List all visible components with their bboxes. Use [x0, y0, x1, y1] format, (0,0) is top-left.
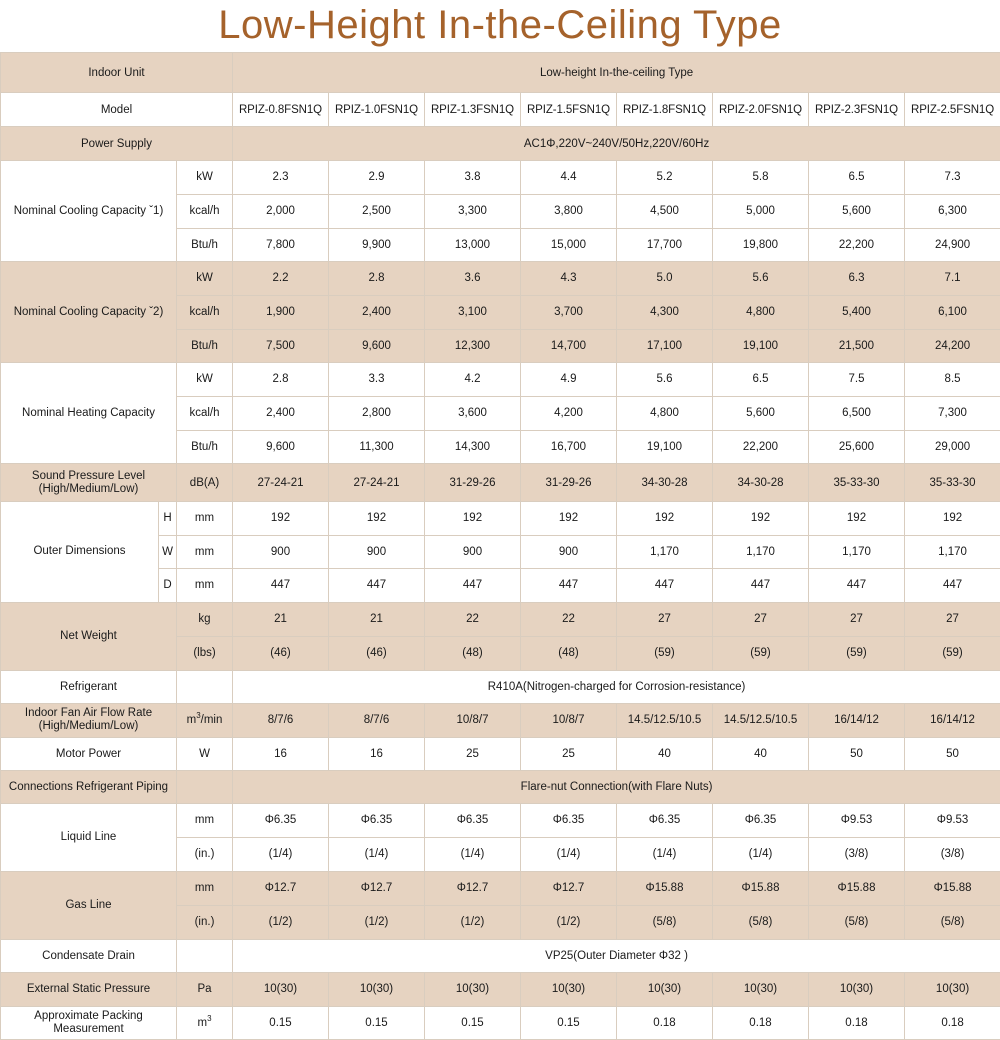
- unit-cell: kcal/h: [177, 194, 233, 228]
- value-cell: 2.3: [233, 161, 329, 195]
- unit-cell: [177, 939, 233, 972]
- value-cell: (59): [905, 636, 1000, 670]
- value-cell: 3.3: [329, 363, 425, 397]
- value-cell: 192: [233, 502, 329, 536]
- value-cell: (1/4): [233, 837, 329, 871]
- value-cell: (1/2): [425, 905, 521, 939]
- model-name: RPIZ-1.3FSN1Q: [425, 93, 521, 127]
- unit-cell: [177, 770, 233, 803]
- value-cell: 10(30): [233, 972, 329, 1006]
- table-row: [1, 1006, 1000, 1039]
- value-cell: 40: [617, 737, 713, 770]
- value-cell: 4,800: [713, 295, 809, 329]
- air-flow-label-line2: (High/Medium/Low): [3, 720, 174, 733]
- value-cell: 4,300: [617, 295, 713, 329]
- unit-cell: kW: [177, 363, 233, 397]
- value-cell: 900: [329, 535, 425, 569]
- value-cell: 2,400: [329, 295, 425, 329]
- value-cell: 4.9: [521, 363, 617, 397]
- value-cell: 50: [809, 737, 905, 770]
- value-cell: Φ6.35: [329, 803, 425, 837]
- value-cell: 14.5/12.5/10.5: [617, 703, 713, 737]
- value-cell: 7.1: [905, 262, 1000, 296]
- value-cell: 25: [425, 737, 521, 770]
- table-row: [1, 803, 1000, 837]
- value-cell: 192: [521, 502, 617, 536]
- unit-tail: /min: [201, 714, 223, 726]
- air-flow-label-line1: Indoor Fan Air Flow Rate: [3, 707, 174, 720]
- value-cell: 7.5: [809, 363, 905, 397]
- value-cell: 6.3: [809, 262, 905, 296]
- value-cell: 0.15: [521, 1006, 617, 1039]
- value-cell: 14.5/12.5/10.5: [713, 703, 809, 737]
- unit-cell: Btu/h: [177, 329, 233, 363]
- value-cell: 16/14/12: [905, 703, 1000, 737]
- value-cell: (1/2): [521, 905, 617, 939]
- table-row: [1, 502, 1000, 536]
- value-cell: 8/7/6: [329, 703, 425, 737]
- value-cell: 35-33-30: [905, 464, 1000, 502]
- value-cell: 447: [521, 569, 617, 603]
- value-cell: 447: [713, 569, 809, 603]
- value-cell: 900: [425, 535, 521, 569]
- value-cell: 25: [521, 737, 617, 770]
- value-cell: (59): [713, 636, 809, 670]
- value-cell: 10(30): [905, 972, 1000, 1006]
- value-cell: 40: [713, 737, 809, 770]
- value-cell: 50: [905, 737, 1000, 770]
- value-cell: 24,900: [905, 228, 1000, 262]
- value-cell: 2.8: [233, 363, 329, 397]
- value-cell: (3/8): [905, 837, 1000, 871]
- value-cell: 7,800: [233, 228, 329, 262]
- unit-cell: (in.): [177, 837, 233, 871]
- value-cell: 5,000: [713, 194, 809, 228]
- value-cell: 24,200: [905, 329, 1000, 363]
- model-name: RPIZ-2.0FSN1Q: [713, 93, 809, 127]
- table-row: [1, 602, 1000, 636]
- value-cell: (59): [617, 636, 713, 670]
- value-cell: 5.8: [713, 161, 809, 195]
- unit-cell: (lbs): [177, 636, 233, 670]
- value-cell: 0.18: [617, 1006, 713, 1039]
- value-cell: (3/8): [809, 837, 905, 871]
- value-cell: 3,700: [521, 295, 617, 329]
- unit-cell: mm: [177, 535, 233, 569]
- value-cell: (1/4): [617, 837, 713, 871]
- value-cell: 2,800: [329, 396, 425, 430]
- value-cell: 34-30-28: [617, 464, 713, 502]
- value-cell: 7,300: [905, 396, 1000, 430]
- unit-cell: [177, 670, 233, 703]
- value-cell: Φ6.35: [713, 803, 809, 837]
- value-cell: 4,800: [617, 396, 713, 430]
- model-name: RPIZ-2.5FSN1Q: [905, 93, 1000, 127]
- unit-cell: W: [177, 737, 233, 770]
- value-cell: Φ9.53: [809, 803, 905, 837]
- unit-cell: mm: [177, 569, 233, 603]
- value-cell: 22,200: [809, 228, 905, 262]
- value-cell: (46): [233, 636, 329, 670]
- value-cell: 2,000: [233, 194, 329, 228]
- unit-cell: dB(A): [177, 464, 233, 502]
- value-cell: 5,400: [809, 295, 905, 329]
- cooling-capacity-2-label: Nominal Cooling Capacity ˇ2): [1, 262, 177, 363]
- unit-cell: mm: [177, 502, 233, 536]
- value-cell: 0.15: [233, 1006, 329, 1039]
- unit-cell: (in.): [177, 905, 233, 939]
- unit-superscript: 3: [196, 711, 200, 720]
- value-cell: (5/8): [809, 905, 905, 939]
- value-cell: 5.2: [617, 161, 713, 195]
- model-label: Model: [1, 93, 233, 127]
- unit-cell: Pa: [177, 972, 233, 1006]
- unit-cell: kcal/h: [177, 295, 233, 329]
- value-cell: 14,300: [425, 430, 521, 464]
- table-row: [1, 262, 1000, 296]
- spec-table: [0, 52, 1000, 1040]
- table-row: [1, 770, 1000, 803]
- value-cell: 9,600: [233, 430, 329, 464]
- value-cell: 3,800: [521, 194, 617, 228]
- value-cell: (1/4): [425, 837, 521, 871]
- table-row: [1, 93, 1000, 127]
- value-cell: Φ15.88: [809, 871, 905, 905]
- value-cell: 6,300: [905, 194, 1000, 228]
- dimension-axis: W: [159, 535, 177, 569]
- value-cell: 8.5: [905, 363, 1000, 397]
- unit-cell: mm: [177, 803, 233, 837]
- value-cell: 6.5: [809, 161, 905, 195]
- unit-cell: kW: [177, 262, 233, 296]
- value-cell: 5.0: [617, 262, 713, 296]
- value-cell: (48): [425, 636, 521, 670]
- packing-label-line1: Approximate Packing: [3, 1010, 174, 1023]
- value-cell: 4.2: [425, 363, 521, 397]
- value-cell: 0.18: [713, 1006, 809, 1039]
- value-cell: 192: [809, 502, 905, 536]
- value-cell: 19,100: [713, 329, 809, 363]
- sound-pressure-label: [1, 464, 177, 502]
- air-flow-label: [1, 703, 177, 737]
- value-cell: 16: [233, 737, 329, 770]
- model-name: RPIZ-1.8FSN1Q: [617, 93, 713, 127]
- unit-base: m: [197, 1017, 207, 1029]
- liquid-line-label: Liquid Line: [1, 803, 177, 871]
- value-cell: (1/2): [329, 905, 425, 939]
- heating-capacity-label: Nominal Heating Capacity: [1, 363, 177, 464]
- piping-label: Connections Refrigerant Piping: [1, 770, 177, 803]
- unit-cell: [177, 1006, 233, 1039]
- value-cell: 19,100: [617, 430, 713, 464]
- value-cell: 3.6: [425, 262, 521, 296]
- value-cell: (1/2): [233, 905, 329, 939]
- value-cell: 17,100: [617, 329, 713, 363]
- value-cell: 5.6: [617, 363, 713, 397]
- value-cell: 5.6: [713, 262, 809, 296]
- gas-line-label: Gas Line: [1, 871, 177, 939]
- value-cell: Φ6.35: [425, 803, 521, 837]
- value-cell: Φ12.7: [521, 871, 617, 905]
- cooling-capacity-1-label: Nominal Cooling Capacity ˇ1): [1, 161, 177, 262]
- unit-cell: Btu/h: [177, 430, 233, 464]
- table-row: [1, 939, 1000, 972]
- net-weight-label: Net Weight: [1, 602, 177, 670]
- value-cell: 7.3: [905, 161, 1000, 195]
- value-cell: 21: [329, 602, 425, 636]
- unit-cell: kg: [177, 602, 233, 636]
- value-cell: 11,300: [329, 430, 425, 464]
- value-cell: 0.15: [425, 1006, 521, 1039]
- value-cell: 10/8/7: [521, 703, 617, 737]
- value-cell: 1,170: [809, 535, 905, 569]
- value-cell: 192: [329, 502, 425, 536]
- value-cell: 15,000: [521, 228, 617, 262]
- indoor-unit-header: Indoor Unit: [1, 53, 233, 93]
- dimension-axis: H: [159, 502, 177, 536]
- value-cell: Φ6.35: [617, 803, 713, 837]
- value-cell: 10(30): [329, 972, 425, 1006]
- value-cell: 16/14/12: [809, 703, 905, 737]
- value-cell: 2,500: [329, 194, 425, 228]
- value-cell: 34-30-28: [713, 464, 809, 502]
- value-cell: 10(30): [521, 972, 617, 1006]
- value-cell: 9,900: [329, 228, 425, 262]
- value-cell: 1,170: [617, 535, 713, 569]
- value-cell: 3.8: [425, 161, 521, 195]
- value-cell: 4.4: [521, 161, 617, 195]
- model-name: RPIZ-1.0FSN1Q: [329, 93, 425, 127]
- unit-cell: mm: [177, 871, 233, 905]
- outer-dimensions-label: Outer Dimensions: [1, 502, 159, 603]
- value-cell: 10(30): [713, 972, 809, 1006]
- unit-cell: kW: [177, 161, 233, 195]
- value-cell: 27: [905, 602, 1000, 636]
- value-cell: Φ15.88: [713, 871, 809, 905]
- value-cell: Φ12.7: [233, 871, 329, 905]
- value-cell: 21: [233, 602, 329, 636]
- value-cell: (1/4): [329, 837, 425, 871]
- value-cell: 4,200: [521, 396, 617, 430]
- table-row: [1, 53, 1000, 93]
- table-row: [1, 363, 1000, 397]
- value-cell: Φ6.35: [521, 803, 617, 837]
- value-cell: 0.15: [329, 1006, 425, 1039]
- value-cell: 5,600: [809, 194, 905, 228]
- value-cell: 27: [617, 602, 713, 636]
- value-cell: Φ12.7: [425, 871, 521, 905]
- value-cell: 10(30): [809, 972, 905, 1006]
- static-pressure-label: External Static Pressure: [1, 972, 177, 1006]
- value-cell: 16,700: [521, 430, 617, 464]
- value-cell: 447: [617, 569, 713, 603]
- condensate-drain-label: Condensate Drain: [1, 939, 177, 972]
- value-cell: 6,500: [809, 396, 905, 430]
- unit-cell: [177, 703, 233, 737]
- value-cell: 7,500: [233, 329, 329, 363]
- value-cell: (48): [521, 636, 617, 670]
- value-cell: Φ6.35: [233, 803, 329, 837]
- value-cell: 35-33-30: [809, 464, 905, 502]
- value-cell: 2.2: [233, 262, 329, 296]
- value-cell: (5/8): [617, 905, 713, 939]
- model-name: RPIZ-2.3FSN1Q: [809, 93, 905, 127]
- value-cell: 8/7/6: [233, 703, 329, 737]
- value-cell: (59): [809, 636, 905, 670]
- value-cell: 192: [617, 502, 713, 536]
- model-name: RPIZ-0.8FSN1Q: [233, 93, 329, 127]
- value-cell: (1/4): [713, 837, 809, 871]
- table-row: [1, 464, 1000, 502]
- value-cell: 1,900: [233, 295, 329, 329]
- power-supply-label: Power Supply: [1, 127, 233, 161]
- value-cell: 12,300: [425, 329, 521, 363]
- motor-power-label: Motor Power: [1, 737, 177, 770]
- value-cell: 6.5: [713, 363, 809, 397]
- value-cell: (5/8): [905, 905, 1000, 939]
- value-cell: 447: [809, 569, 905, 603]
- value-cell: 27: [809, 602, 905, 636]
- table-row: [1, 703, 1000, 737]
- value-cell: 27: [713, 602, 809, 636]
- value-cell: 192: [425, 502, 521, 536]
- value-cell: Φ12.7: [329, 871, 425, 905]
- value-cell: 22,200: [713, 430, 809, 464]
- value-cell: 192: [713, 502, 809, 536]
- value-cell: 447: [905, 569, 1000, 603]
- table-row: [1, 972, 1000, 1006]
- value-cell: 4,500: [617, 194, 713, 228]
- value-cell: 1,170: [713, 535, 809, 569]
- value-cell: Φ9.53: [905, 803, 1000, 837]
- spec-table-body: [1, 53, 1000, 1040]
- value-cell: (46): [329, 636, 425, 670]
- value-cell: 9,600: [329, 329, 425, 363]
- value-cell: (5/8): [713, 905, 809, 939]
- value-cell: 27-24-21: [233, 464, 329, 502]
- value-cell: 31-29-26: [521, 464, 617, 502]
- table-row: [1, 161, 1000, 195]
- unit-superscript: 3: [207, 1014, 211, 1023]
- value-cell: (1/4): [521, 837, 617, 871]
- piping-value: Flare-nut Connection(with Flare Nuts): [233, 770, 1000, 803]
- value-cell: 4.3: [521, 262, 617, 296]
- value-cell: 10/8/7: [425, 703, 521, 737]
- refrigerant-label: Refrigerant: [1, 670, 177, 703]
- value-cell: Φ15.88: [617, 871, 713, 905]
- value-cell: 22: [425, 602, 521, 636]
- value-cell: 3,100: [425, 295, 521, 329]
- value-cell: Φ15.88: [905, 871, 1000, 905]
- value-cell: 19,800: [713, 228, 809, 262]
- sound-pressure-label-line2: (High/Medium/Low): [3, 483, 174, 496]
- table-row: [1, 871, 1000, 905]
- condensate-drain-value: VP25(Outer Diameter Φ32 ): [233, 939, 1000, 972]
- value-cell: 2.8: [329, 262, 425, 296]
- type-header: Low-height In-the-ceiling Type: [233, 53, 1000, 93]
- unit-base: m: [187, 714, 197, 726]
- value-cell: 2,400: [233, 396, 329, 430]
- table-row: [1, 670, 1000, 703]
- unit-cell: kcal/h: [177, 396, 233, 430]
- value-cell: 6,100: [905, 295, 1000, 329]
- unit-cell: Btu/h: [177, 228, 233, 262]
- value-cell: 447: [329, 569, 425, 603]
- value-cell: 31-29-26: [425, 464, 521, 502]
- value-cell: 3,600: [425, 396, 521, 430]
- value-cell: 900: [233, 535, 329, 569]
- value-cell: 27-24-21: [329, 464, 425, 502]
- value-cell: 447: [425, 569, 521, 603]
- value-cell: 17,700: [617, 228, 713, 262]
- value-cell: 22: [521, 602, 617, 636]
- value-cell: 13,000: [425, 228, 521, 262]
- sound-pressure-label-line1: Sound Pressure Level: [3, 470, 174, 483]
- value-cell: 2.9: [329, 161, 425, 195]
- dimension-axis: D: [159, 569, 177, 603]
- value-cell: 10(30): [617, 972, 713, 1006]
- value-cell: 21,500: [809, 329, 905, 363]
- value-cell: 29,000: [905, 430, 1000, 464]
- value-cell: 447: [233, 569, 329, 603]
- value-cell: 192: [905, 502, 1000, 536]
- table-row: [1, 127, 1000, 161]
- refrigerant-value: R410A(Nitrogen-charged for Corrosion-resistance): [233, 670, 1000, 703]
- packing-label-line2: Measurement: [3, 1023, 174, 1036]
- value-cell: 16: [329, 737, 425, 770]
- value-cell: 3,300: [425, 194, 521, 228]
- table-row: [1, 737, 1000, 770]
- value-cell: 0.18: [905, 1006, 1000, 1039]
- power-supply-value: AC1Φ,220V~240V/50Hz,220V/60Hz: [233, 127, 1000, 161]
- value-cell: 0.18: [809, 1006, 905, 1039]
- value-cell: 10(30): [425, 972, 521, 1006]
- value-cell: 14,700: [521, 329, 617, 363]
- value-cell: 1,170: [905, 535, 1000, 569]
- value-cell: 5,600: [713, 396, 809, 430]
- value-cell: 25,600: [809, 430, 905, 464]
- packing-label: [1, 1006, 177, 1039]
- model-name: RPIZ-1.5FSN1Q: [521, 93, 617, 127]
- page-title: Low-Height In-the-Ceiling Type: [0, 0, 1000, 50]
- value-cell: 900: [521, 535, 617, 569]
